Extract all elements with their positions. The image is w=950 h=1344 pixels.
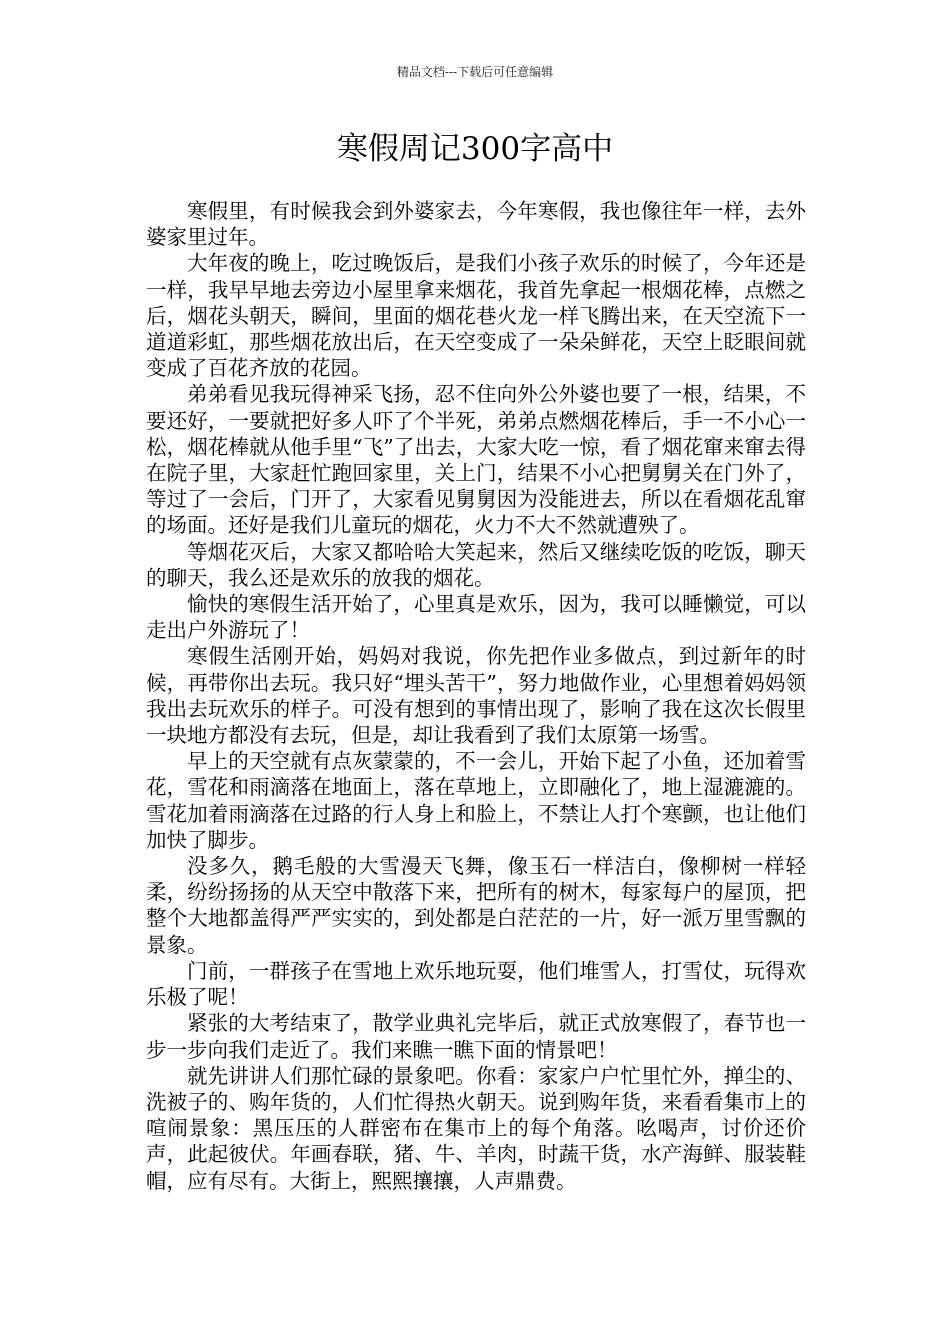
paragraph: 早上的天空就有点灰蒙蒙的，不一会儿，开始下起了小鱼，还加着雪花，雪花和雨滴落在地面上，落在草地上，立即融化了，地上湿漉漉的。雪花加着雨滴落在过路的行人身上和脸上，不禁让人打个寒颤，也让他们加快了脚步。 [146,749,806,852]
paragraph: 弟弟看见我玩得神采飞扬，忍不住向外公外婆也要了一根，结果，不要还好，一要就把好多人吓了个半死，弟弟点燃烟花棒后，手一不小心一松，烟花棒就从他手里“飞”了出去，大家大吃一惊，看了烟花窜来窜去得在院子里，大家赶忙跑回家里，关上门，结果不小心把舅舅关在门外了，等过了一会后，门开了，大家看见舅舅因为没能进去，所以在看烟花乱窜的场面。还好是我们儿童玩的烟花，火力不大不然就遭殃了。 [146,382,806,538]
paragraph: 愉快的寒假生活开始了，心里真是欢乐，因为，我可以睡懒觉，可以走出户外游玩了！ [146,592,806,643]
paragraph: 寒假生活刚开始，妈妈对我说，你先把作业多做点，到过新年的时候，再带你出去玩。我只好“埋头苦干”，努力地做作业，心里想着妈妈领我出去玩欢乐的样子。可没有想到的事情出现了，影响了我在这次长假里一块地方都没有去玩，但是，却让我看到了我们太原第一场雪。 [146,644,806,748]
header-note: 精品文档---下载后可任意编辑 [396,65,554,79]
paragraph: 等烟花灭后，大家又都哈哈大笑起来，然后又继续吃饭的吃饭，聊天的聊天，我么还是欢乐的放我的烟花。 [146,539,806,590]
paragraph: 大年夜的晚上，吃过晚饭后，是我们小孩子欢乐的时候了，今年还是一样，我早早地去旁边小屋里拿来烟花，我首先拿起一根烟花棒，点燃之后，烟花头朝天，瞬间，里面的烟花巷火龙一样飞腾出来，在天空流下一道道彩虹，那些烟花放出后，在天空变成了一朵朵鲜花，天空上眨眼间就变成了百花齐放的花园。 [146,251,806,381]
paragraph: 门前，一群孩子在雪地上欢乐地玩耍，他们堆雪人，打雪仗，玩得欢乐极了呢！ [146,958,806,1010]
document-body [146,198,806,1194]
paragraph: 没多久，鹅毛般的大雪漫天飞舞，像玉石一样洁白，像柳树一样轻柔，纷纷扬扬的从天空中散落下来，把所有的树木，每家每户的屋顶，把整个大地都盖得严严实实的，到处都是白茫茫的一片，好一派万里雪飘的景象。 [146,854,806,957]
document-title: 寒假周记300字高中 [336,131,614,167]
paragraph: 就先讲讲人们那忙碌的景象吧。你看：家家户户忙里忙外，掸尘的、洗被子的、购年货的，人们忙得热火朝天。说到购年货，来看看集市上的喧闹景象：黑压压的人群密布在集市上的每个角落。吆喝声，讨价还价声，此起彼伏。年画春联，猪、牛、羊肉，时蔬干货，水产海鲜、服装鞋帽，应有尽有。大街上，熙熙攘攘，人声鼎费。 [146,1063,806,1193]
paragraph: 寒假里，有时候我会到外婆家去，今年寒假，我也像往年一样，去外婆家里过年。 [146,199,806,250]
paragraph: 紧张的大考结束了，散学业典礼完毕后，就正式放寒假了，春节也一步一步向我们走近了。我们来瞧一瞧下面的情景吧！ [146,1011,806,1062]
